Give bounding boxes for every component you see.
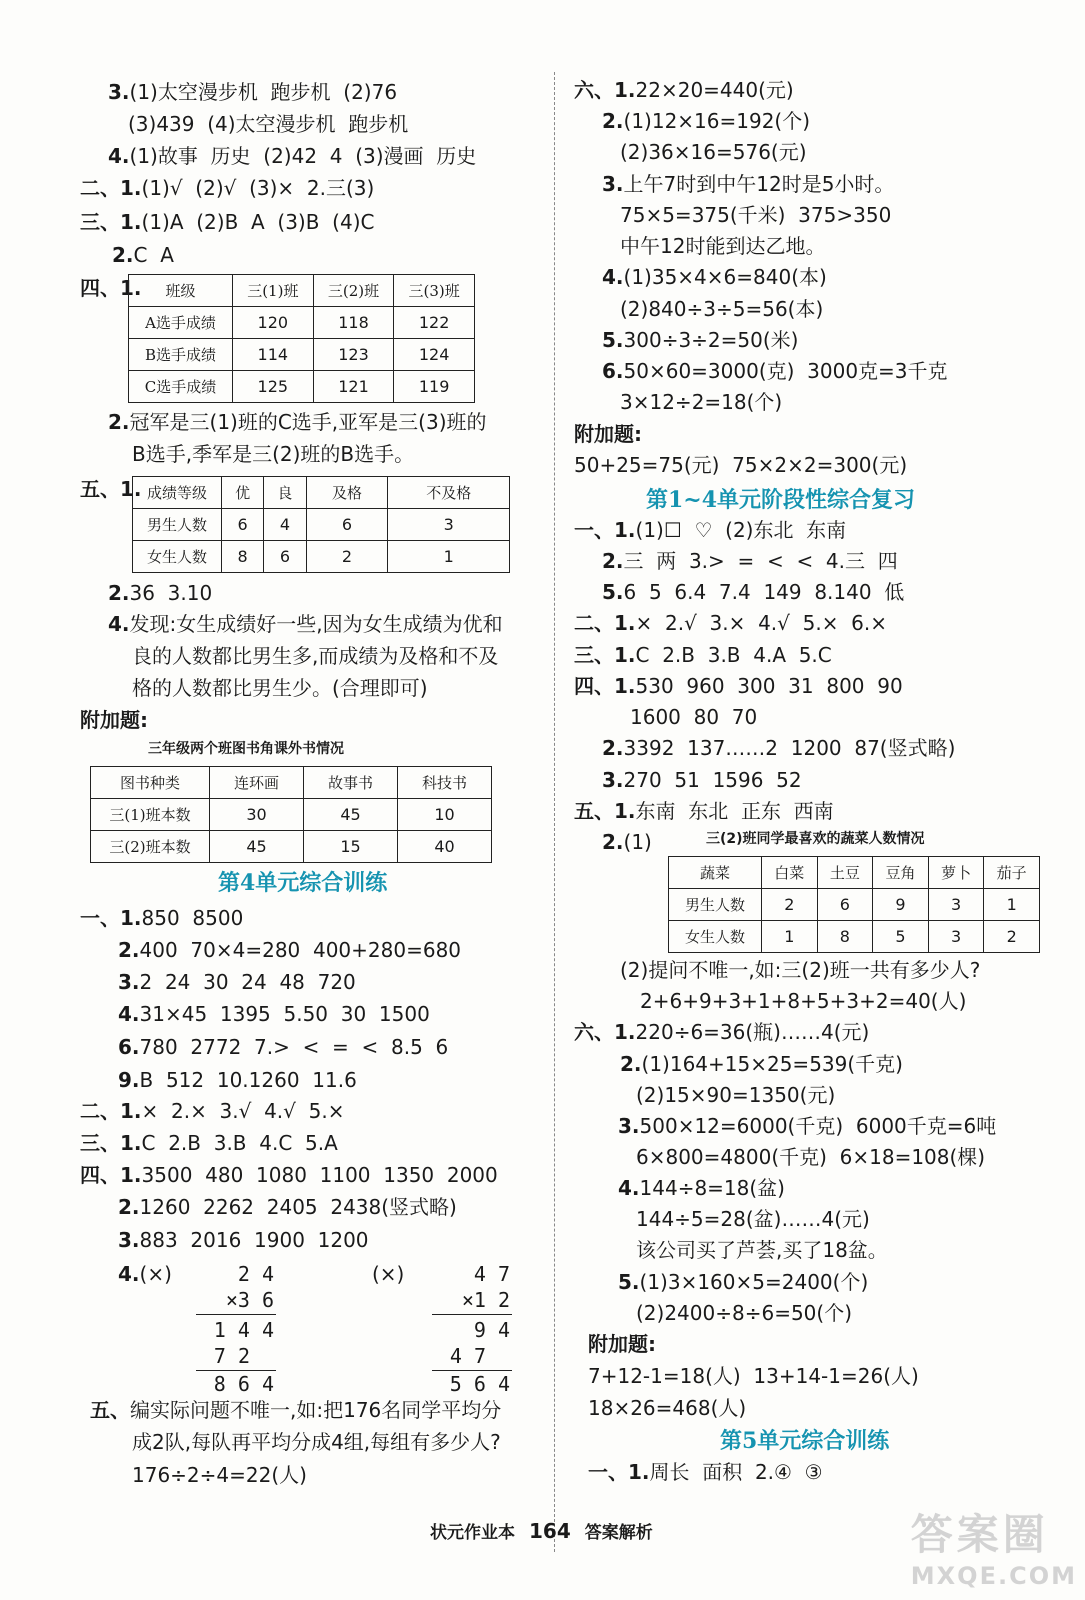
book-title: 状元作业本 [430,1523,515,1543]
answer-line: 50+25=75(元) 75×2×2=300(元) [574,453,908,477]
answer-line: 三、1.C 2.B 3.B 4.C 5.A [80,1131,338,1155]
vegetable-table [668,856,1040,953]
table-caption: 三年级两个班图书角课外书情况 [148,741,344,757]
table-cell: 土豆 [817,857,873,889]
answer-line: (2)15×90=1350(元) [636,1083,836,1107]
table-cell: 45 [210,831,304,863]
table-cell: 良 [264,477,306,509]
answer-line: 四、1.530 960 300 31 800 90 [574,674,903,698]
table-cell: 男生人数 [669,889,762,921]
answer-line: 附加题: [574,422,642,446]
table-cell: 连环画 [210,767,304,799]
table-cell: 122 [394,307,475,339]
calc-digit: 4 7 [473,1262,510,1286]
table-cell: 6 [306,509,388,541]
table-cell: 125 [233,371,314,403]
table-cell: 三(3)班 [394,275,475,307]
table-cell: 119 [394,371,475,403]
answer-line: 75×5=375(千米) 375>350 [620,203,892,227]
grade-count-table [132,476,510,573]
table-cell: 优 [222,477,264,509]
table-cell: 30 [210,799,304,831]
table-cell: 2 [984,921,1040,953]
table-cell: 123 [313,339,394,371]
answer-line: 2+6+9+3+1+8+5+3+2=40(人) [640,989,967,1013]
answer-line: 附加题: [588,1332,656,1356]
answer-line: 五、编实际问题不唯一,如:把176名同学平均分 [90,1398,502,1422]
answer-line: 4.发现:女生成绩好一些,因为女生成绩为优和 [108,612,503,636]
section-title: 第5单元综合训练 [720,1428,890,1454]
answer-line: 五、1. [80,477,142,501]
calc-digit: 2 4 [237,1262,274,1286]
calc-bar [196,1370,276,1371]
table-cell: 及格 [306,477,388,509]
table-cell: 2 [306,541,388,573]
answer-line: 2.3392 137……2 1200 87(竖式略) [602,736,956,760]
answer-line: 一、1.周长 面积 2.④ ③ [588,1460,823,1484]
table-cell: 1 [388,541,510,573]
answer-line: 5.300÷3÷2=50(米) [602,328,799,352]
answer-line: 三、1.C 2.B 3.B 4.A 5.C [574,643,832,667]
watermark-logo [911,1502,1077,1590]
table-cell: 40 [398,831,492,863]
calc-bar [432,1370,512,1371]
answer-line: 一、1.850 8500 [80,906,244,930]
table-cell: 图书种类 [91,767,210,799]
table-cell: 茄子 [984,857,1040,889]
table-cell: 1 [984,889,1040,921]
section-title: 第1~4单元阶段性综合复习 [646,487,916,513]
table-cell: 女生人数 [133,541,222,573]
answer-line: 四、1. [80,276,142,300]
table-cell: 2 [762,889,818,921]
answer-line: 5.(1)3×160×5=2400(个) [618,1270,869,1294]
table-cell: 男生人数 [133,509,222,541]
vertical-calculation [432,1262,516,1396]
table-cell: 114 [233,339,314,371]
answer-line: 2.400 70×4=280 400+280=680 [118,938,462,962]
answer-line: 该公司买了芦荟,买了18盆。 [636,1238,888,1262]
answer-line: 6×800=4800(千克) 6×18=108(棵) [636,1145,986,1169]
answer-line: 中午12时能到达乙地。 [620,234,826,258]
answer-line: 二、1.× 2.× 3.√ 4.√ 5.× [80,1099,345,1123]
calc-digit: ×3 6 [225,1288,274,1312]
calc-digit: 4 7 [449,1344,486,1368]
table-cell: 9 [873,889,929,921]
answer-line: 6.50×60=3000(克) 3000克=3千克 [602,359,948,383]
answer-line: 4.31×45 1395 5.50 30 1500 [118,1002,430,1026]
table-cell: C选手成绩 [129,371,233,403]
answer-line: 2.(1)12×16=192(个) [602,109,811,133]
calc-bar [196,1314,276,1315]
table-cell: 萝卜 [928,857,984,889]
answer-line: 2.冠军是三(1)班的C选手,亚军是三(3)班的 [108,410,487,434]
answer-line: 4.(1)故事 历史 (2)42 4 (3)漫画 历史 [108,144,477,168]
answer-line: (×) [372,1262,405,1286]
answer-line: (2)提问不唯一,如:三(2)班一共有多少人? [620,958,981,982]
table-cell: 121 [313,371,394,403]
table-cell: 豆角 [873,857,929,889]
answer-line: (2)840÷3÷5=56(本) [620,297,824,321]
table-cell: 成绩等级 [133,477,222,509]
table-cell: 124 [394,339,475,371]
answer-line: 3.上午7时到中午12时是5小时。 [602,172,895,196]
table-cell: 6 [222,509,264,541]
answer-line: 7+12-1=18(人) 13+14-1=26(人) [588,1364,919,1388]
table-cell: 三(2)班 [313,275,394,307]
table-cell: 女生人数 [669,921,762,953]
table-cell: 三(1)班本数 [91,799,210,831]
answer-line: 4.(×) [118,1262,172,1286]
table-cell: 故事书 [304,767,398,799]
answer-line: 9.B 512 10.1260 11.6 [118,1068,357,1092]
calc-digit: 7 2 [213,1344,250,1368]
table-cell: 白菜 [762,857,818,889]
answer-line: 2.C A [112,243,174,267]
answer-line: 3.270 51 1596 52 [602,768,802,792]
table-cell: 蔬菜 [669,857,762,889]
answer-line: 1600 80 70 [630,705,758,729]
table-cell: 5 [873,921,929,953]
table-cell: 15 [304,831,398,863]
answer-line: 2.36 3.10 [108,581,213,605]
table-cell: 科技书 [398,767,492,799]
answer-line: 18×26=468(人) [588,1396,747,1420]
calc-bar [432,1314,512,1315]
calc-digit: 9 4 [473,1318,510,1342]
answer-line: 3.500×12=6000(千克) 6000千克=6吨 [618,1114,997,1138]
table-cell: 1 [762,921,818,953]
answer-line: 三、1.(1)A (2)B A (3)B (4)C [80,210,375,234]
answer-line: 4.(1)35×4×6=840(本) [602,265,827,289]
table-cell: 8 [817,921,873,953]
table-cell: 3 [928,889,984,921]
answer-line: 二、1.(1)√ (2)√ (3)× 2.三(3) [80,176,375,200]
answer-line: 3.(1)太空漫步机 跑步机 (2)76 [108,80,398,104]
answer-line: 6.780 2772 7.> < = < 8.5 6 [118,1035,449,1059]
answer-line: 成2队,每队再平均分成4组,每组有多少人? [132,1430,501,1454]
table-cell: 三(1)班 [233,275,314,307]
table-cell: 4 [264,509,306,541]
table-cell: 3 [928,921,984,953]
page-footer [430,1518,653,1543]
table-cell: 三(2)班本数 [91,831,210,863]
table-cell: 10 [398,799,492,831]
table-cell: 班级 [129,275,233,307]
answer-line: 二、1.× 2.√ 3.× 4.√ 5.× 6.× [574,611,888,635]
answer-line: (2)2400÷8÷6=50(个) [636,1301,853,1325]
calc-digit: 5 6 4 [449,1372,510,1396]
answer-line: 六、1.220÷6=36(瓶)……4(元) [574,1020,870,1044]
calc-digit: ×1 2 [461,1288,510,1312]
class-score-table [128,274,475,403]
answer-line: 格的人数都比男生少。(合理即可) [132,676,428,700]
answer-line: 3×12÷2=18(个) [620,390,783,414]
answer-line: 3.883 2016 1900 1200 [118,1228,369,1252]
answer-line: 3.2 24 30 24 48 720 [118,970,356,994]
answer-line: 一、1.(1)☐ ♡ (2)东北 东南 [574,518,847,542]
answer-line: 2.(1)164+15×25=539(千克) [620,1052,903,1076]
vertical-calculation [196,1262,280,1396]
answer-line: 2.1260 2262 2405 2438(竖式略) [118,1195,457,1219]
answer-line: 六、1.22×20=440(元) [574,78,794,102]
table-cell: 120 [233,307,314,339]
answer-line: 4.144÷8=18(盆) [618,1176,785,1200]
answer-line: 144÷5=28(盆)……4(元) [636,1207,870,1231]
table-caption: 三(2)班同学最喜欢的蔬菜人数情况 [706,831,925,847]
answer-line: 2.(1) [602,830,652,854]
watermark-url: MXQE.COM [910,1562,1077,1590]
table-cell: 45 [304,799,398,831]
books-table [90,766,492,863]
answer-line: (2)36×16=576(元) [620,140,807,164]
table-cell: 6 [264,541,306,573]
calc-digit: 8 6 4 [213,1372,274,1396]
answer-line: 四、1.3500 480 1080 1100 1350 2000 [80,1163,498,1187]
answer-line: 176÷2÷4=22(人) [132,1463,307,1487]
answer-line: 2.三 两 3.> = < < 4.三 四 [602,549,898,573]
section-title: 第4单元综合训练 [218,870,388,896]
footer-section: 答案解析 [584,1523,653,1543]
answer-line: B选手,季军是三(2)班的B选手。 [132,442,415,466]
watermark-text: 答案圈 [910,1510,1049,1559]
calc-digit: 1 4 4 [213,1318,274,1342]
table-cell: 3 [388,509,510,541]
table-cell: 不及格 [388,477,510,509]
answer-line: 5.6 5 6.4 7.4 149 8.140 低 [602,580,905,604]
table-cell: 8 [222,541,264,573]
table-cell: A选手成绩 [129,307,233,339]
table-cell: 6 [817,889,873,921]
answer-line: (3)439 (4)太空漫步机 跑步机 [128,112,409,136]
column-divider [554,72,555,1552]
answer-line: 良的人数都比男生多,而成绩为及格和不及 [132,644,499,668]
answer-line: 五、1.东南 东北 正东 西南 [574,799,834,823]
answer-line: 附加题: [80,708,148,732]
table-cell: 118 [313,307,394,339]
table-cell: B选手成绩 [129,339,233,371]
page-number: 164 [529,1519,571,1543]
